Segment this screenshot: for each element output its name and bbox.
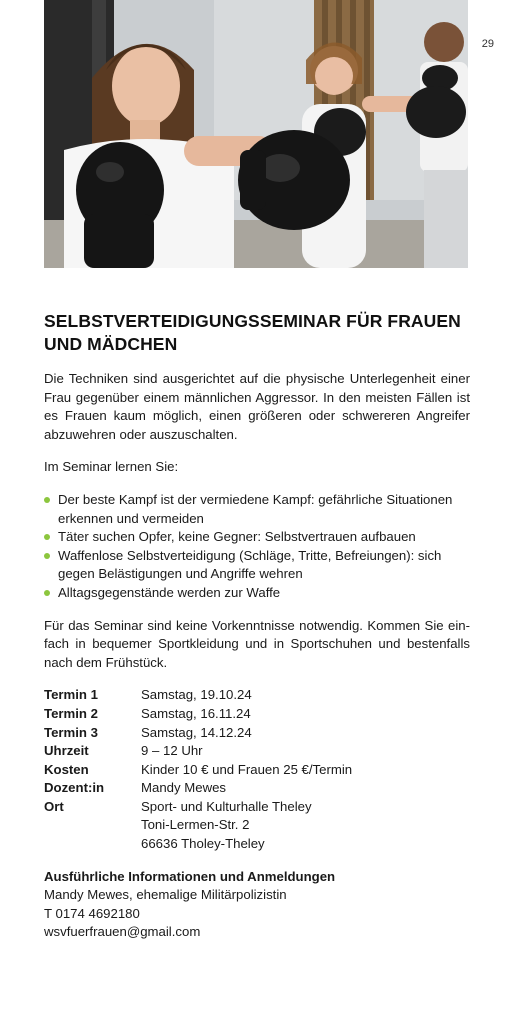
detail-label: Kosten (44, 761, 89, 777)
detail-value: Kinder 10 € und Frauen 25 €/Termin (141, 761, 353, 777)
detail-label (44, 835, 141, 854)
list-item-text: Alltagsgegenstände werden zur Waffe (58, 584, 281, 600)
detail-row-termin-3 (44, 724, 352, 743)
intro-paragraph: Die Techniken sind ausgerichtet auf die physische Unterlegenheit einer Frau gegenüber einem männlichen Aggressor. In den meisten Fällen ist es Frauen kaum möglich, einen größeren oder schwereren Angreifer abzuwehren oder auszuschalten. (44, 371, 470, 442)
detail-value: Samstag, 16.11.24 (141, 705, 251, 721)
detail-row-termin-2 (44, 705, 352, 724)
women-boxing-photo (44, 0, 468, 268)
detail-value: Samstag, 19.10.24 (141, 687, 252, 703)
contact-email: wsvfuerfrauen@gmail.com (44, 924, 201, 940)
contact-phone: T 0174 4692180 (44, 905, 140, 921)
detail-row-ort (44, 798, 352, 817)
detail-row-city (44, 835, 352, 854)
detail-label: Uhrzeit (44, 743, 89, 759)
detail-value: Samstag, 14.12.24 (141, 724, 252, 740)
detail-row-kosten (44, 761, 352, 780)
detail-row-uhrzeit (44, 742, 352, 761)
detail-label: Termin 1 (44, 687, 98, 703)
detail-value: Mandy Mewes (141, 780, 227, 796)
detail-label: Termin 2 (44, 705, 98, 721)
detail-row-street (44, 816, 352, 835)
detail-value: Sport- und Kulturhalle Theley (141, 798, 312, 814)
detail-label: Dozent:in (44, 780, 105, 796)
detail-value: 9 – 12 Uhr (141, 743, 203, 759)
bullet-icon (44, 534, 50, 540)
detail-label (44, 816, 141, 835)
list-item-text: Waffenlose Selbstverteidigung (Schläge, Tritte, Befreiungen): sich gegen Belästigungen und Angriffe wehren (58, 547, 442, 582)
bullet-icon (44, 553, 50, 559)
page-title: SELBSTVERTEIDIGUNGSSEMINAR FÜR FRAUEN UND MÄDCHEN (44, 311, 461, 354)
detail-label: Termin 3 (44, 724, 98, 740)
event-details (44, 686, 352, 853)
bullet-icon (44, 497, 50, 503)
page-number: 29 (481, 38, 494, 50)
detail-row-termin-1 (44, 686, 352, 705)
contact-name: Mandy Mewes, ehemalige Militärpolizistin (44, 887, 287, 903)
contact-block (44, 868, 470, 942)
lead-text: Im Seminar lernen Sie: (44, 459, 179, 475)
list-item (44, 528, 470, 547)
boxing-illustration (44, 0, 468, 268)
requirements-note: Für das Seminar sind keine Vorkenntnisse notwendig. Kommen Sie ein-fach in bequemer Sportkleidung und in Sportschuhen und bestenfalls nach dem Frühstück. (44, 617, 470, 670)
list-item (44, 491, 470, 528)
list-item-text: Täter suchen Opfer, keine Gegner: Selbstvertrauen aufbauen (58, 529, 416, 545)
list-item (44, 584, 470, 603)
detail-value: Toni-Lermen-Str. 2 (141, 817, 250, 833)
contact-heading: Ausführliche Informationen und Anmeldungen (44, 868, 336, 884)
bullet-icon (44, 590, 50, 596)
article (44, 310, 470, 942)
detail-value: 66636 Tholey-Theley (141, 836, 265, 852)
list-item-text: Der beste Kampf ist der vermiedene Kampf: gefährliche Situationen erkennen und vermeiden (58, 491, 453, 526)
detail-label: Ort (44, 798, 64, 814)
list-item (44, 547, 470, 584)
detail-row-dozentin (44, 779, 352, 798)
learning-list (44, 491, 470, 603)
